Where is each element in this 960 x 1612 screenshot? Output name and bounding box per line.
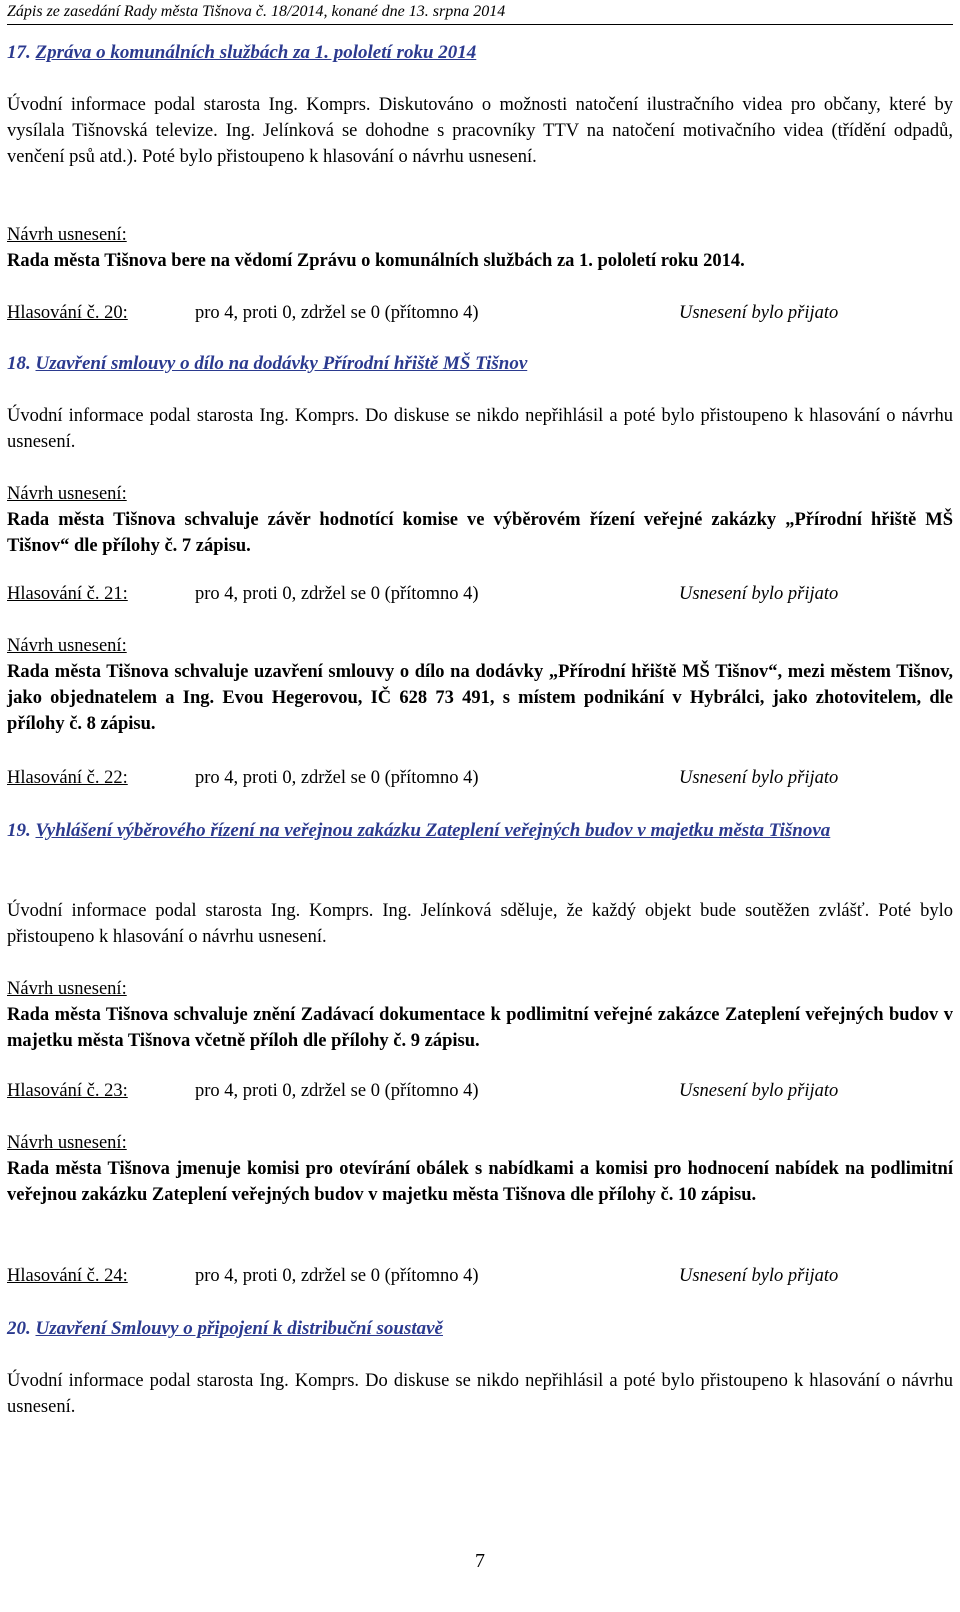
vote-label: Hlasování č. 20: — [7, 303, 128, 323]
section-19-title — [7, 818, 953, 844]
resolution-24: Rada města Tišnova jmenuje komisi pro otevírání obálek s nabídkami a komisi pro hodnocení nabídek na podlimitní veřejnou zakázku Zateplení veřejných budov v majetku města Tišnova dle přílohy č. 10 zápisu. — [7, 1159, 953, 1205]
resolution-20: Rada města Tišnova bere na vědomí Zprávu o komunálních službách za 1. pololetí roku 2014. — [7, 251, 745, 271]
resolution-22: Rada města Tišnova schvaluje uzavření smlouvy o dílo na dodávky „Přírodní hřiště MŠ Tišnov“, mezi městem Tišnov, jako objednatelem a Ing. Evou Hegerovou, IČ 628 73 491, s místem podnikání v Hybrálci, jako zhotovitelem, dle přílohy č. 8 zápisu. — [7, 662, 953, 734]
section-17-title — [7, 40, 953, 66]
section-title-text: Uzavření smlouvy o dílo na dodávky Přírodní hřiště MŠ Tišnov — [35, 353, 528, 374]
resolution-21: Rada města Tišnova schvaluje závěr hodnotící komise ve výběrovém řízení veřejné zakázky „Přírodní hřiště MŠ Tišnov“ dle přílohy č. 7 zápisu. — [7, 510, 953, 556]
navrh-usneseni-label: Návrh usnesení: — [7, 484, 127, 504]
vote-22 — [7, 765, 953, 791]
vote-label: Hlasování č. 21: — [7, 584, 128, 604]
vote-counts: pro 4, proti 0, zdržel se 0 (přítomno 4) — [195, 303, 479, 323]
page-number: 7 — [475, 1550, 485, 1572]
page-header: Zápis ze zasedání Rady města Tišnova č. 18/2014, konané dne 13. srpna 2014 — [7, 2, 953, 25]
vote-counts: pro 4, proti 0, zdržel se 0 (přítomno 4) — [195, 768, 479, 788]
vote-counts: pro 4, proti 0, zdržel se 0 (přítomno 4) — [195, 1081, 479, 1101]
vote-counts: pro 4, proti 0, zdržel se 0 (přítomno 4) — [195, 1266, 479, 1286]
section-17-intro: Úvodní informace podal starosta Ing. Komprs. Diskutováno o možnosti natočení ilustračního videa pro občany, které by vysílala Tišnovská televize. Ing. Jelínková se dohodne s pracovníky TTV na natočení motivačního videa (třídění odpadů, venčení psů atd.). Poté bylo přistoupeno k hlasování o návrhu usnesení. — [7, 95, 953, 167]
vote-label: Hlasování č. 24: — [7, 1266, 128, 1286]
vote-label: Hlasování č. 23: — [7, 1081, 128, 1101]
navrh-usneseni-label: Návrh usnesení: — [7, 1133, 127, 1153]
vote-20 — [7, 300, 953, 326]
section-title-text: Vyhlášení výběrového řízení na veřejnou zakázku Zateplení veřejných budov v majetku města Tišnova — [35, 820, 831, 841]
vote-23 — [7, 1078, 953, 1104]
vote-result: Usnesení bylo přijato — [679, 1081, 839, 1101]
section-18-intro: Úvodní informace podal starosta Ing. Komprs. Do diskuse se nikdo nepřihlásil a poté bylo přistoupeno k hlasování o návrhu usnesení. — [7, 406, 953, 452]
vote-result: Usnesení bylo přijato — [679, 768, 839, 788]
navrh-usneseni-label: Návrh usnesení: — [7, 225, 127, 245]
resolution-23: Rada města Tišnova schvaluje znění Zadávací dokumentace k podlimitní veřejné zakázce Zateplení veřejných budov v majetku města Tišnova včetně příloh dle přílohy č. 9 zápisu. — [7, 1005, 953, 1051]
section-title-text: Zpráva o komunálních službách za 1. pololetí roku 2014 — [35, 42, 477, 63]
navrh-usneseni-label: Návrh usnesení: — [7, 979, 127, 999]
vote-21 — [7, 581, 953, 607]
section-number: 18. — [7, 353, 31, 374]
section-number: 19. — [7, 820, 31, 841]
vote-result: Usnesení bylo přijato — [679, 584, 839, 604]
vote-24 — [7, 1263, 953, 1289]
vote-result: Usnesení bylo přijato — [679, 303, 839, 323]
section-number: 20. — [7, 1318, 31, 1339]
section-20-title — [7, 1316, 953, 1342]
section-19-intro: Úvodní informace podal starosta Ing. Komprs. Ing. Jelínková sděluje, že každý objekt bude soutěžen zvlášť. Poté bylo přistoupeno k hlasování o návrhu usnesení. — [7, 901, 953, 947]
vote-label: Hlasování č. 22: — [7, 768, 128, 788]
section-number: 17. — [7, 42, 31, 63]
section-title-text: Uzavření Smlouvy o připojení k distribuční soustavě — [35, 1318, 443, 1339]
navrh-usneseni-label: Návrh usnesení: — [7, 636, 127, 656]
section-18-title — [7, 351, 953, 377]
vote-counts: pro 4, proti 0, zdržel se 0 (přítomno 4) — [195, 584, 479, 604]
section-20-intro: Úvodní informace podal starosta Ing. Komprs. Do diskuse se nikdo nepřihlásil a poté bylo přistoupeno k hlasování o návrhu usnesení. — [7, 1371, 953, 1417]
vote-result: Usnesení bylo přijato — [679, 1266, 839, 1286]
